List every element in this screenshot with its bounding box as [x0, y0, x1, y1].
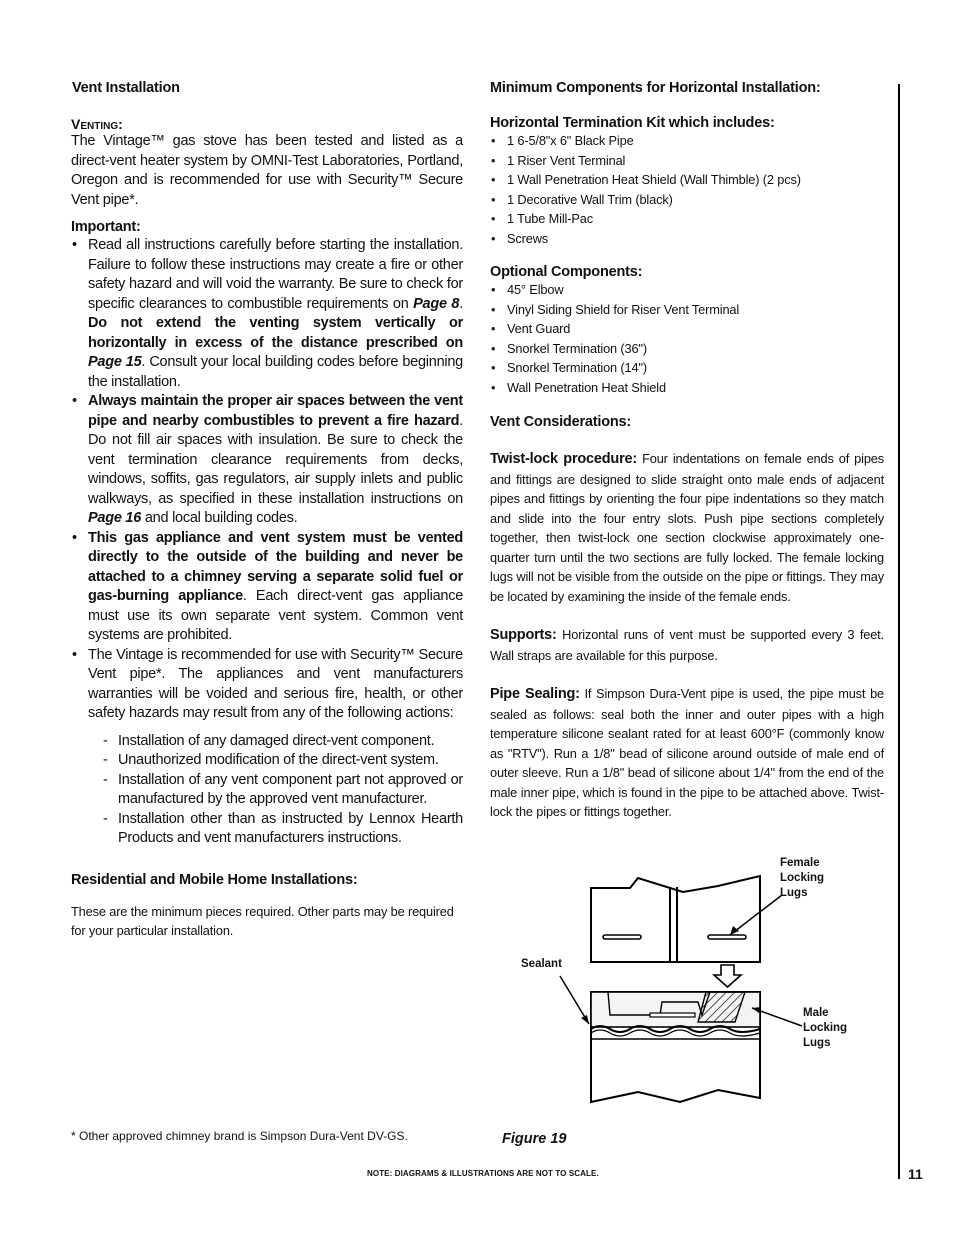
kit-item: • 1 Riser Vent Terminal	[490, 151, 884, 171]
min-components-heading: Minimum Components for Horizontal Installation:	[490, 80, 821, 96]
kit-item: • 1 Decorative Wall Trim (black)	[490, 190, 884, 210]
female-lug-right	[708, 935, 746, 939]
label-line: Lugs	[803, 1037, 831, 1049]
kit-item: • 1 Wall Penetration Heat Shield (Wall Thimble) (2 pcs)	[490, 170, 884, 190]
sealing-paragraph	[490, 684, 884, 822]
sealing-label: Pipe Sealing:	[490, 686, 580, 702]
optional-heading: Optional Components:	[490, 264, 643, 280]
text-segment: . Each direct-vent gas appliance must use its own separate vent system. Common vent systems are prohibited.	[88, 588, 464, 643]
sealing-text: If Simpson Dura-Vent pipe is used, the pipe must be sealed as follows: seal both the inner and outer pipes with a high temperature silicone sealant rated for at least 600°F (commonly know as "RTV"). Run a 1/8" bead of silicone around outside of male end of outer sleeve. Run a 1/8" bead of silicone about 1/4" from the end of the male inner pipe, which is found in the pipe to be attached above. Twist-lock the pipes or fittings together.	[490, 686, 884, 819]
residential-heading: Residential and Mobile Home Installations:	[71, 871, 358, 888]
label-line: Locking	[803, 1022, 848, 1034]
optional-item: • Wall Penetration Heat Shield	[490, 378, 884, 398]
hazard-actions-list	[71, 732, 463, 849]
hazard-action-item: - Installation of any damaged direct-vent component.	[103, 732, 463, 752]
optional-item: • Vent Guard	[490, 319, 884, 339]
text-segment: and local building codes.	[141, 510, 298, 526]
important-item-vented-directly	[71, 529, 463, 646]
label-line: Female	[780, 857, 820, 869]
kit-item: • Screws	[490, 229, 884, 249]
important-item-security-vent	[71, 646, 463, 724]
female-pipe-section	[591, 876, 760, 962]
down-arrow-icon	[714, 965, 741, 987]
male-locking-lugs-label	[803, 1006, 847, 1051]
hazard-action-item: - Installation of any vent component part not approved or manufactured by the approved vent manufacturer.	[103, 771, 463, 810]
optional-item: • Vinyl Siding Shield for Riser Vent Terminal	[490, 300, 884, 320]
optional-item: • Snorkel Termination (14")	[490, 358, 884, 378]
left-column	[71, 80, 463, 941]
text-segment: .	[459, 295, 464, 312]
text-segment: The Vintage is recommended for use with Security™ Secure Vent pipe*. The appliances and vent manufacturers warranties will be voided and serious fire, health, or other safety hazards may result from any of the following actions:	[88, 646, 463, 721]
important-item-read-instructions	[71, 236, 463, 392]
twistlock-paragraph	[490, 449, 884, 606]
venting-label: Venting:	[71, 116, 123, 132]
sealant-label: Sealant	[521, 958, 562, 970]
optional-items-list	[490, 280, 884, 397]
important-heading: Important:	[71, 219, 141, 235]
text-segment: Read all instructions carefully before starting the installation. Failure to follow these instructions may create a fire or other safety hazard and will void the warranty. Be sure to check for specific clearances to combustible requirements on	[88, 237, 463, 312]
page-number: 11	[908, 1166, 923, 1182]
kit-item: • 1 Tube Mill-Pac	[490, 209, 884, 229]
hazard-action-item: - Installation other than as instructed by Lennox Hearth Products and vent manufacturers instructions.	[103, 810, 463, 849]
venting-text: The Vintage™ gas stove has been tested and listed as a direct-vent heater system by OMNI-Test Laboratories, Portland, Oregon and is recommended for use with Security™ Secure Vent pipe*.	[71, 133, 463, 208]
considerations-heading: Vent Considerations:	[490, 414, 632, 430]
male-lug	[650, 1013, 695, 1017]
twistlock-label: Twist-lock procedure:	[490, 451, 638, 467]
footer-note: NOTE: DIAGRAMS & ILLUSTRATIONS ARE NOT TO SCALE.	[367, 1169, 599, 1178]
important-item-air-spaces	[71, 392, 463, 529]
bold-segment: Always maintain the proper air spaces between the vent pipe and nearby combustibles to prevent a fire hazard	[88, 393, 463, 429]
label-line: Locking	[780, 872, 825, 884]
hazard-action-item: - Unauthorized modification of the direct-vent system.	[103, 751, 463, 771]
label-line: Male	[803, 1007, 829, 1019]
vent-installation-heading: Vent Installation	[72, 80, 180, 96]
page-ref: Page 16	[88, 510, 142, 526]
residential-text: These are the minimum pieces required. Other parts may be required for your particular installation.	[71, 903, 454, 938]
kit-item: • 1 6-5/8"x 6" Black Pipe	[490, 131, 884, 151]
footnote: * Other approved chimney brand is Simpson Dura-Vent DV-GS.	[71, 1129, 408, 1143]
right-column	[490, 80, 884, 822]
label-line: Lugs	[780, 887, 808, 899]
bold-segment: This gas appliance and vent system must be vented directly to the outside of the building and never be attached to a chimney serving a separate solid fuel or gas-burning appliance	[88, 529, 463, 604]
kit-heading: Horizontal Termination Kit which includes:	[490, 115, 775, 131]
page-ref: Page 15	[88, 354, 142, 370]
twistlock-text: Four indentations on female ends of pipes and fittings are designed to slide straight onto male ends of adjacent pipes and fittings by orienting the four pipe indentations so they match and slide into the four entry slots. Push pipe sections completely together, then twist-lock one section clockwise approximately one-quarter turn until the two sections are fully locked. The female locking lugs will not be visible from the outside on the pipe or fittings. They may be located by examining the inside of the female ends.	[490, 451, 885, 604]
margin-rule	[898, 84, 900, 1179]
female-locking-lugs-label	[780, 856, 824, 901]
optional-item: • Snorkel Termination (36")	[490, 339, 884, 359]
text-segment: . Do not fill air spaces with insulation. Be sure to check the vent termination clearance requirements from decks, windows, soffits, gas regulators, air supply inlets and public walkways, as specified in these installation instructions on	[88, 412, 463, 507]
supports-text: Horizontal runs of vent must be supported every 3 feet. Wall straps are available for this purpose.	[490, 627, 884, 663]
important-list	[71, 236, 463, 724]
text-segment: . Consult your local building codes before beginning the installation.	[88, 354, 463, 390]
page-ref: Page 8	[413, 295, 460, 312]
bold-segment: Do not extend the venting system vertically or horizontally in excess of the distance prescribed on	[88, 315, 463, 351]
supports-paragraph	[490, 625, 884, 665]
kit-items-list	[490, 131, 884, 248]
female-lug-left	[603, 935, 641, 939]
supports-label: Supports:	[490, 627, 557, 643]
figure-caption: Figure 19	[502, 1131, 567, 1147]
optional-item: • 45° Elbow	[490, 280, 884, 300]
